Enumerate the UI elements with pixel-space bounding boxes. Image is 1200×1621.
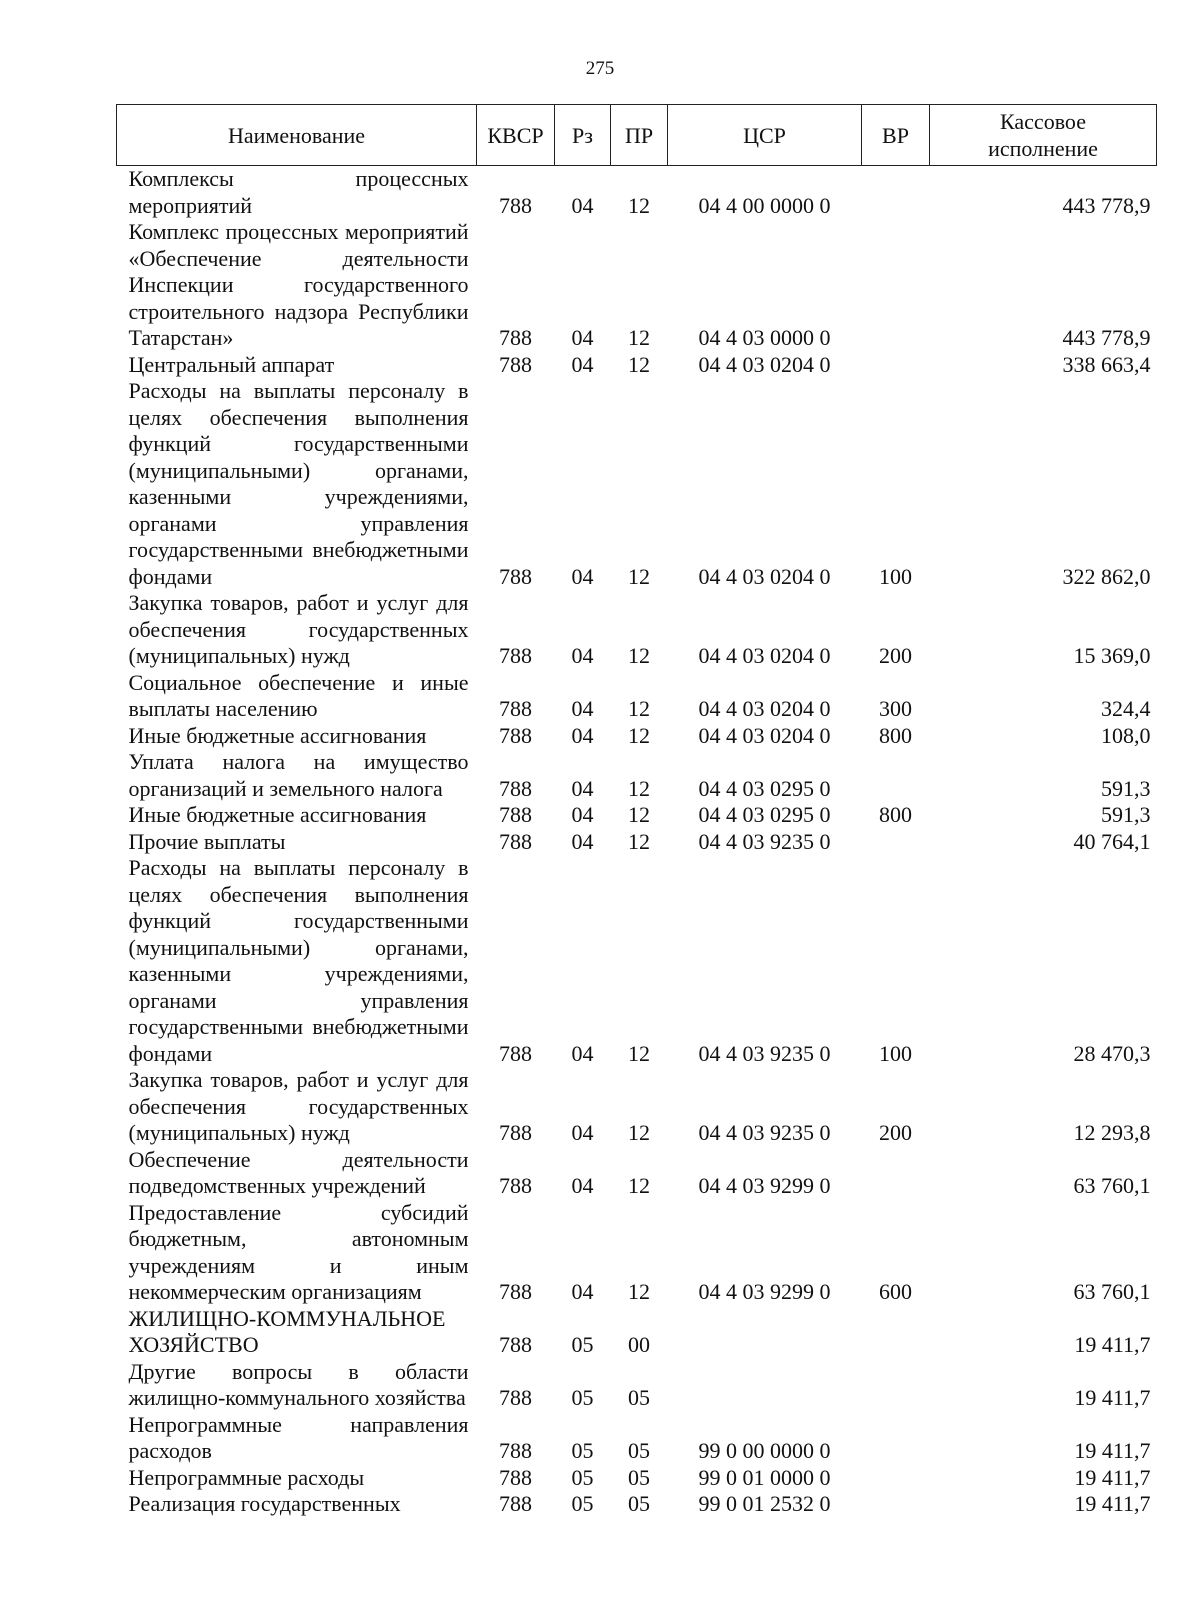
table-row	[117, 378, 1157, 590]
row-kvsr: 788	[499, 1040, 532, 1066]
row-name: Другие вопросы в области жилищно-коммунального хозяйства	[128, 1358, 469, 1410]
row-amount: 19 411,7	[1074, 1332, 1151, 1357]
row-kvsr: 788	[499, 775, 532, 801]
row-name: Комплекс процессных мероприятий «Обеспечение деятельности Инспекции государственного строительного надзора Республики Татарстан»	[128, 219, 469, 350]
row-csr: 04 4 03 0000 0	[698, 325, 831, 350]
row-rz: 04	[571, 696, 594, 721]
table-row	[117, 829, 1157, 856]
table-header	[117, 105, 1157, 166]
row-name: Реализация государственных	[128, 1491, 401, 1516]
table-row	[117, 166, 1157, 220]
row-csr: 04 4 03 0295 0	[698, 802, 831, 827]
budget-execution-table	[116, 104, 1157, 1518]
row-pr: 12	[628, 325, 650, 350]
row-amount: 19 411,7	[1074, 1491, 1151, 1516]
row-kvsr: 788	[499, 696, 532, 721]
row-vr	[862, 1465, 930, 1492]
row-pr: 12	[628, 775, 650, 801]
row-amount: 19 411,7	[1074, 1385, 1151, 1410]
row-name: ЖИЛИЩНО-КОММУНАЛЬНОЕ ХОЗЯЙСТВО	[128, 1305, 446, 1357]
row-rz: 04	[571, 643, 594, 668]
row-name: Расходы на выплаты персоналу в целях обеспечения выполнения функций государственными (муниципальными) органами, казенными учреждениями, органами управления государственными внебюджетными фондами	[128, 855, 469, 1066]
row-name: Уплата налога на имущество организаций и земельного налога	[128, 749, 469, 801]
row-vr	[862, 352, 930, 379]
row-rz: 04	[571, 563, 594, 589]
row-csr: 04 4 03 0204 0	[698, 563, 831, 589]
row-csr: 04 4 03 0204 0	[698, 696, 831, 721]
row-name: Комплексы процессных мероприятий	[128, 166, 469, 218]
row-vr: 200	[879, 643, 912, 668]
page-number: 275	[585, 58, 615, 79]
header-vr: ВР	[862, 105, 930, 166]
table-row	[117, 802, 1157, 829]
row-csr: 04 4 03 0204 0	[698, 722, 831, 748]
row-pr: 05	[628, 1385, 650, 1410]
row-kvsr: 788	[499, 1491, 532, 1516]
table-row	[117, 352, 1157, 379]
row-name: Прочие выплаты	[128, 828, 286, 854]
table-row	[117, 219, 1157, 352]
row-csr: 04 4 03 9299 0	[698, 1173, 831, 1198]
row-name: Закупка товаров, работ и услуг для обеспечения государственных (муниципальных) нужд	[128, 590, 469, 668]
table-row	[117, 723, 1157, 750]
row-pr: 12	[628, 722, 650, 748]
row-csr: 04 4 03 9235 0	[698, 1040, 831, 1066]
row-amount: 63 760,1	[1073, 1173, 1151, 1198]
header-pr: ПР	[611, 105, 668, 166]
row-vr: 200	[879, 1120, 912, 1145]
row-vr: 800	[879, 802, 912, 827]
row-amount: 40 764,1	[1073, 828, 1151, 854]
row-pr: 12	[628, 1279, 650, 1304]
row-pr: 12	[628, 1173, 650, 1198]
row-rz: 05	[571, 1332, 594, 1357]
row-amount: 63 760,1	[1073, 1279, 1151, 1304]
row-kvsr: 788	[499, 722, 532, 748]
row-pr: 12	[628, 643, 650, 668]
row-csr: 04 4 03 9235 0	[698, 1120, 831, 1145]
row-name: Центральный аппарат	[128, 351, 335, 377]
header-rz: Рз	[555, 105, 611, 166]
row-amount: 443 778,9	[1062, 325, 1151, 350]
row-rz: 04	[571, 325, 594, 350]
table-row	[117, 1306, 1157, 1359]
row-rz: 04	[571, 775, 594, 801]
table-row	[117, 670, 1157, 723]
row-vr	[862, 1306, 930, 1359]
row-vr: 100	[879, 563, 912, 589]
table-row	[117, 1412, 1157, 1465]
row-vr	[862, 219, 930, 352]
row-rz: 04	[571, 192, 594, 218]
row-name: Иные бюджетные ассигнования	[128, 802, 427, 827]
row-rz: 05	[571, 1385, 594, 1410]
row-kvsr: 788	[499, 563, 532, 589]
row-kvsr: 788	[499, 192, 532, 218]
row-rz: 05	[571, 1491, 594, 1516]
table-row	[117, 1465, 1157, 1492]
header-kvsr: КВСР	[477, 105, 555, 166]
row-kvsr: 788	[499, 802, 532, 827]
row-name: Социальное обеспечение и иные выплаты населению	[128, 669, 469, 721]
row-pr: 12	[628, 828, 650, 854]
row-pr: 12	[628, 351, 650, 377]
table-row	[117, 1067, 1157, 1147]
row-kvsr: 788	[499, 351, 532, 377]
row-pr: 12	[628, 192, 650, 218]
row-rz: 04	[571, 1279, 594, 1304]
row-rz: 04	[571, 722, 594, 748]
row-pr: 12	[628, 696, 650, 721]
row-amount: 108,0	[1101, 722, 1151, 748]
row-name: Непрограммные направления расходов	[128, 1411, 469, 1463]
row-vr: 100	[879, 1040, 912, 1066]
row-pr: 12	[628, 1120, 650, 1145]
row-vr: 300	[879, 696, 912, 721]
row-name: Непрограммные расходы	[128, 1464, 365, 1490]
row-csr: 04 4 03 0204 0	[698, 351, 831, 377]
row-name: Предоставление субсидий бюджетным, автономным учреждениям и иным некоммерческим организациям	[128, 1199, 469, 1304]
row-pr: 00	[628, 1332, 650, 1357]
row-pr: 05	[628, 1438, 650, 1463]
row-amount: 12 293,8	[1073, 1120, 1151, 1145]
row-amount: 338 663,4	[1062, 351, 1151, 377]
row-vr	[862, 749, 930, 802]
row-csr: 99 0 00 0000 0	[698, 1438, 831, 1463]
row-kvsr: 788	[499, 1385, 532, 1410]
row-name: Закупка товаров, работ и услуг для обеспечения государственных (муниципальных) нужд	[128, 1067, 469, 1145]
row-name: Обеспечение деятельности подведомственных учреждений	[128, 1146, 469, 1198]
row-csr: 04 4 03 0295 0	[698, 775, 831, 801]
table-row	[117, 1359, 1157, 1412]
row-pr: 12	[628, 802, 650, 827]
table-row	[117, 590, 1157, 670]
row-name: Иные бюджетные ассигнования	[128, 722, 427, 748]
row-rz: 04	[571, 802, 594, 827]
row-csr	[668, 1306, 862, 1359]
row-vr: 800	[879, 722, 912, 748]
row-amount: 591,3	[1101, 775, 1151, 801]
row-rz: 04	[571, 1040, 594, 1066]
row-csr: 99 0 01 2532 0	[698, 1491, 831, 1516]
row-pr: 12	[628, 1040, 650, 1066]
table-row	[117, 1491, 1157, 1518]
row-csr	[668, 1359, 862, 1412]
row-rz: 04	[571, 1173, 594, 1198]
row-kvsr: 788	[499, 1120, 532, 1145]
row-amount: 19 411,7	[1074, 1464, 1151, 1490]
row-kvsr: 788	[499, 1464, 532, 1490]
row-rz: 04	[571, 351, 594, 377]
row-kvsr: 788	[499, 1279, 532, 1304]
row-vr	[862, 1412, 930, 1465]
row-kvsr: 788	[499, 643, 532, 668]
header-csr: ЦСР	[668, 105, 862, 166]
row-pr: 05	[628, 1491, 650, 1516]
row-name: Расходы на выплаты персоналу в целях обеспечения выполнения функций государственными (муниципальными) органами, казенными учреждениями, органами управления государственными внебюджетными фондами	[128, 378, 469, 589]
row-csr: 04 4 03 9235 0	[698, 828, 831, 854]
row-vr	[862, 166, 930, 220]
row-amount: 324,4	[1101, 696, 1151, 721]
row-pr: 12	[628, 563, 650, 589]
row-vr: 600	[879, 1279, 912, 1304]
row-amount: 19 411,7	[1074, 1438, 1151, 1463]
row-csr: 04 4 03 0204 0	[698, 643, 831, 668]
row-amount: 15 369,0	[1073, 643, 1151, 668]
table-row	[117, 1147, 1157, 1200]
table-body	[117, 166, 1157, 1518]
row-kvsr: 788	[499, 1438, 532, 1463]
row-pr: 05	[628, 1464, 650, 1490]
row-csr: 04 4 03 9299 0	[698, 1279, 831, 1304]
table-row	[117, 855, 1157, 1067]
table-row	[117, 1200, 1157, 1306]
row-kvsr: 788	[499, 325, 532, 350]
row-kvsr: 788	[499, 828, 532, 854]
row-rz: 04	[571, 1120, 594, 1145]
row-rz: 04	[571, 828, 594, 854]
row-vr	[862, 1147, 930, 1200]
row-csr: 04 4 00 0000 0	[698, 192, 831, 218]
row-rz: 05	[571, 1438, 594, 1463]
row-vr	[862, 1359, 930, 1412]
row-amount: 443 778,9	[1062, 192, 1151, 218]
row-amount: 28 470,3	[1073, 1040, 1151, 1066]
row-amount: 322 862,0	[1062, 563, 1151, 589]
row-vr	[862, 829, 930, 856]
header-name: Наименование	[117, 105, 477, 166]
row-rz: 05	[571, 1464, 594, 1490]
table-row	[117, 749, 1157, 802]
row-vr	[862, 1491, 930, 1518]
row-kvsr: 788	[499, 1173, 532, 1198]
row-amount: 591,3	[1101, 802, 1151, 827]
row-kvsr: 788	[499, 1332, 532, 1357]
row-csr: 99 0 01 0000 0	[698, 1464, 831, 1490]
header-amount: Кассовое исполнение	[930, 105, 1157, 166]
